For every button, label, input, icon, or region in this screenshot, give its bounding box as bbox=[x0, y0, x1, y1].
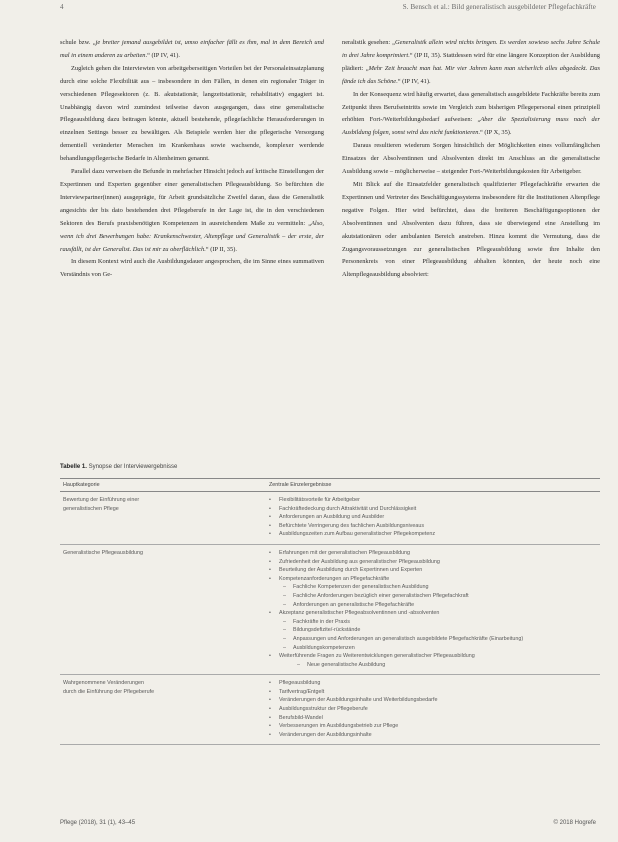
result-item: • Erfahrungen mit der generalistischen Pflegeausbildung bbox=[269, 549, 600, 558]
result-item: • Befürchtete Verringerung des fachlichen Ausbildungsniveaus bbox=[269, 522, 600, 531]
result-item: • Zufriedenheit der Ausbildung aus generalistischer Pflegeausbildung bbox=[269, 558, 600, 567]
text-segment: Daraus resultieren wiederum Sorgen hinsichtlich der Möglichkeiten eines vollumfänglichen Einsatzes der Absolventinnen und Absolventen direkt im Anschluss an die generalistische Ausbildung sowie – möglicherweise – steigender Fort-/Weiterbildungskosten für Arbeitgeber. bbox=[342, 142, 600, 176]
result-item: • Tarifvertrag/Entgelt bbox=[269, 688, 600, 697]
result-item: • Anforderungen an Ausbildung und Ausbilder bbox=[269, 513, 600, 522]
table-results-cell bbox=[269, 679, 600, 739]
table-header-category: Hauptkategorie bbox=[63, 482, 100, 488]
text-segment: .“ (IP X, 35). bbox=[478, 129, 512, 137]
result-item: – Neue generalistische Ausbildung bbox=[269, 661, 600, 670]
text-segment: Zugleich gehen die Interviewten von arbeitgeberseitigen Vorteilen bei der Personaleinsatzplanung durch eine solche Flexibilität aus – insbesondere in den Fällen, in denen ein regionaler Träger in verschiedenen Pflegesektoren (z. B. akutstationär, langzeitstationär, rehabilitativ) engagiert ist. Unabhängig davon wird zumindest teilweise davon ausgegangen, dass eine generalistische Pflegeausbildung dazu beitragen könnte, aktuell bestehende, pflegefachliche Herausforderungen in einzelnen Settings besser zu bewältigen. Als Beispiele werden hier die pflegerische Versorgung dementiell veränderter Menschen im Krankenhaus sowie wachsende, komplexer werdende behandlungspflegerische Bedarfe in Altenheimen genannt. bbox=[60, 64, 324, 163]
table-body bbox=[60, 492, 600, 745]
left-text-column bbox=[60, 37, 324, 282]
result-item: – Fachliche Kompetenzen der generalistischen Ausbildung bbox=[269, 583, 600, 592]
synopsis-table bbox=[60, 478, 600, 745]
quotation: Also, wenn ich drei Bewerbungen habe: Krankenschwester, Altenpflege und Generalistik – der erste, der rausfällt, ist der Generalist. Das ist mir zu oberflächlich bbox=[60, 219, 324, 253]
table-header-results: Zentrale Einzelergebnisse bbox=[269, 482, 332, 488]
result-item: • Akzeptanz generalistischer Pflegeabsolventinnen und -absolventen bbox=[269, 609, 600, 618]
text-segment: .“ (IP IV, 41). bbox=[396, 77, 431, 85]
table-category-cell bbox=[60, 496, 269, 539]
quotation: je breiter jemand ausgebildet ist, umso einfacher fällt es ihm, mal in dem Bereich und mal in einem anderen zu arbeiten bbox=[60, 39, 325, 59]
left-column-paragraph bbox=[60, 256, 324, 282]
result-item: • Verbesserungen im Ausbildungsbetrieb zur Pflege bbox=[269, 722, 600, 731]
result-item: • Kompetenzanforderungen an Pflegefachkräfte bbox=[269, 575, 600, 584]
right-text-column bbox=[342, 37, 600, 282]
right-column-paragraph bbox=[342, 140, 600, 179]
result-item: • Veränderungen der Ausbildungsinhalte und Weiterbildungsbedarfe bbox=[269, 696, 600, 705]
category-line: Wahrgenommene Veränderungen bbox=[63, 680, 145, 687]
category-line: Generalistische Pflegeausbildung bbox=[63, 549, 144, 556]
left-column-paragraph bbox=[60, 37, 324, 63]
result-item: – Fachliche Anforderungen bezüglich einer generalistischen Pflegefachkraft bbox=[269, 592, 600, 601]
result-item: – Ausbildungskompetenzen bbox=[269, 644, 600, 653]
table-caption bbox=[60, 464, 177, 470]
table-header-row bbox=[60, 478, 600, 492]
table-row bbox=[60, 545, 600, 675]
right-column-paragraph bbox=[342, 179, 600, 282]
category-line: generalistischen Pflege bbox=[63, 505, 119, 512]
text-segment: In diesem Kontext wird auch die Ausbildungsdauer angesprochen, die im Sinne eines summativen Verständnis von Ge- bbox=[60, 258, 324, 279]
result-item: – Anpassungen und Anforderungen an generalistisch ausgebildete Pflegefachkräfte (Einarbeitung) bbox=[269, 635, 600, 644]
text-segment: schule bzw. „ bbox=[60, 39, 96, 46]
text-segment: .“ (IP IV, 41). bbox=[145, 51, 180, 59]
text-segment: Parallel dazu verweisen die Befunde in mehrfacher Hinsicht jedoch auf kritische Einstellungen der Expertinnen und Experten gegenüber einer generalistischen Pflegeausbildung. So befürchten die Interviewpartner(innen) ausgeprägte, für Arbeit grundsätzliche Zweifel daran, dass die Generalistik angesichts der bis dato bestehenden drei Pflegeberufe in der Lage ist, die in den verschiedenen Sektoren des Berufs praxisbenötigten Kompetenzen in ausreichendem Maße zu vermitteln: „ bbox=[60, 168, 324, 227]
result-item: • Fachkräftedeckung durch Attraktivität und Durchlässigkeit bbox=[269, 505, 600, 514]
result-item: • Veränderungen der Ausbildungsinhalte bbox=[269, 731, 600, 740]
category-line: durch die Einführung der Pflegeberufe bbox=[63, 688, 155, 695]
right-column-paragraph bbox=[342, 37, 600, 89]
page-number: 4 bbox=[60, 3, 64, 11]
result-item: • Weiterführende Fragen zu Weiterentwicklungen generalistischer Pflegeausbildung bbox=[269, 652, 600, 661]
table-row bbox=[60, 492, 600, 545]
text-segment: neralistik gesehen: „ bbox=[342, 39, 396, 46]
left-column-paragraph bbox=[60, 166, 324, 256]
table-category-cell bbox=[60, 549, 269, 669]
left-column-paragraph bbox=[60, 63, 324, 166]
result-item: – Anforderungen an generalistische Pflegefachkräfte bbox=[269, 601, 600, 610]
result-item: • Beurteilung der Ausbildung durch Expertinnen und Experten bbox=[269, 566, 600, 575]
quotation: Mehr Zeit braucht man hat. Mir vier Jahren kann man sicherlich alles abgedeckt. Das fände ich das Schöne bbox=[342, 64, 600, 85]
result-item: • Berufsbild-Wandel bbox=[269, 714, 600, 723]
footer-copyright: © 2018 Hogrefe bbox=[553, 820, 596, 826]
quotation: Aber die Spezialisierung muss nach der Ausbildung folgen, sonst wird das nicht funktionieren bbox=[342, 116, 600, 137]
result-item: • Flexibilitätsvorteile für Arbeitgeber bbox=[269, 496, 600, 505]
table-caption-text: Synopse der Interviewergebnisse bbox=[88, 464, 178, 470]
result-item: – Fachkräfte in der Praxis bbox=[269, 618, 600, 627]
text-segment: In der Konsequenz wird häufig erwartet, dass generalistisch ausgebildete Fachkräfte bereits zum Zeitpunkt ihres Berufseintritts sowie im Vergleich zum bisherigen Pflegepersonal einen prinzipiell erhöhten Fort-/Weiterbildungsbedarf aufweisen: „ bbox=[342, 90, 600, 124]
table-results-cell bbox=[269, 549, 600, 669]
table-label: Tabelle 1. bbox=[60, 464, 87, 470]
result-item: • Ausbildungsstruktur der Pflegeberufe bbox=[269, 705, 600, 714]
text-segment: .“ (IP II, 35). Stattdessen wird für eine längere Konzeption der Ausbildung plädiert: „ bbox=[342, 51, 600, 72]
right-column-paragraph bbox=[342, 89, 600, 141]
result-item: • Ausbildungszeiten zum Aufbau generalistischer Pflegekompetenz bbox=[269, 530, 600, 539]
result-item: – Bildungsdefizite/-rückstände bbox=[269, 626, 600, 635]
table-row bbox=[60, 675, 600, 745]
text-segment: .“ (IP II, 35). bbox=[204, 245, 237, 253]
table-category-cell bbox=[60, 679, 269, 739]
footer-citation: Pflege (2018), 31 (1), 43–45 bbox=[60, 820, 136, 826]
quotation: Generalistik allein wird nichts bringen. Es werden sowieso sechs Jahre Schule in drei Jahre komprimiert bbox=[342, 39, 601, 59]
result-item: • Pflegeausbildung bbox=[269, 679, 600, 688]
running-head: S. Bensch et al.: Bild generalistisch ausgebildeter Pflegefachkräfte bbox=[402, 3, 596, 11]
table-results-cell bbox=[269, 496, 600, 539]
text-segment: Mit Blick auf die Einsatzfelder generalistisch qualifizierter Pflegefachkräfte erwarten die Expertinnen und Vertreter des Beschäftigungssystems insbesondere für die Institutionen Altenpflege negative Folgen. Hier wird befürchtet, dass die breiteren Beschäftigungsoptionen der Absolventinnen und Absolventen dazu führen, dass sie überwiegend eine Anstellung im akutstationären oder ambulanten Bereich anstreben. Hinzu kommt die Vermutung, dass die Zugangsvoraussetzungen zur generalistischen Pflegeausbildung sowie ihre Inhalte den Personenkreis von einer Pflegeausbildung abhalten könnten, der heute noch eine Altenpflegeausbildung absolviert: bbox=[342, 180, 600, 279]
category-line: Bewertung der Einführung einer bbox=[63, 497, 140, 503]
